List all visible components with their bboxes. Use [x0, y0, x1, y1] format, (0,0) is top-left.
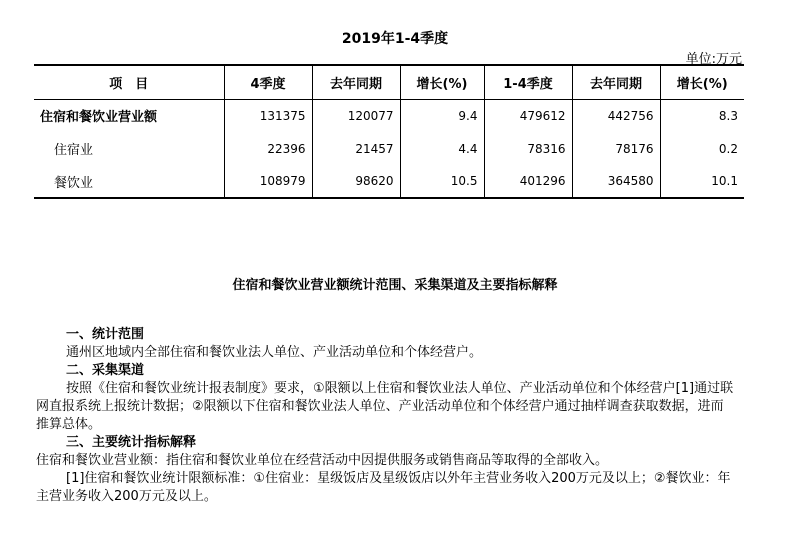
table-header-row	[34, 65, 744, 99]
section-heading-scope: 一、统计范围	[66, 327, 145, 342]
col-header-ytd: 1-4季度	[484, 65, 572, 99]
stats-table	[34, 64, 744, 199]
col-header-ytd-prev: 去年同期	[572, 65, 660, 99]
cell-q4-growth: 10.5	[400, 165, 484, 198]
row-item: 餐饮业	[34, 165, 224, 198]
section-text-scope: 通州区地域内全部住宿和餐饮业法人单位、产业活动单位和个体经营户。	[66, 345, 483, 360]
cell-q4: 131375	[224, 99, 312, 132]
cell-ytd: 479612	[484, 99, 572, 132]
cell-q4-prev: 21457	[312, 132, 400, 165]
cell-q4-prev: 120077	[312, 99, 400, 132]
col-header-q4-prev: 去年同期	[312, 65, 400, 99]
col-header-item: 项 目	[34, 65, 224, 99]
cell-ytd-prev: 78176	[572, 132, 660, 165]
cell-q4: 108979	[224, 165, 312, 198]
report-title: 2019年1-4季度	[341, 31, 449, 47]
notes-title: 住宿和餐饮业营业额统计范围、采集渠道及主要指标解释	[232, 278, 558, 293]
cell-ytd-growth: 0.2	[660, 132, 744, 165]
table-row	[34, 132, 744, 165]
notes-body	[36, 326, 736, 506]
unit-label: 单位:万元	[685, 52, 742, 67]
section-heading-channel: 二、采集渠道	[66, 363, 145, 378]
row-item: 住宿和餐饮业营业额	[40, 110, 158, 126]
cell-q4-growth: 9.4	[400, 99, 484, 132]
col-header-q4: 4季度	[224, 65, 312, 99]
table-row	[34, 99, 744, 132]
section-text-channel: 按照《住宿和餐饮业统计报表制度》要求，①限额以上住宿和餐饮业法人单位、产业活动单位和个体经营户[1]通过联网直报系统上报统计数据；②限额以下住宿和餐饮业法人单位、产业活动单位和个体经营户通过抽样调查获取数据，进而推算总体。	[36, 381, 734, 432]
cell-ytd-growth: 8.3	[660, 99, 744, 132]
col-header-q4-growth: 增长(%)	[400, 65, 484, 99]
cell-ytd-growth: 10.1	[660, 165, 744, 198]
cell-q4-prev: 98620	[312, 165, 400, 198]
section-text-definitions: 住宿和餐饮业营业额：指住宿和餐饮业单位在经营活动中因提供服务或销售商品等取得的全部收入。	[36, 453, 609, 468]
cell-ytd: 401296	[484, 165, 572, 198]
cell-q4: 22396	[224, 132, 312, 165]
table-row	[34, 165, 744, 198]
cell-q4-growth: 4.4	[400, 132, 484, 165]
col-header-ytd-growth: 增长(%)	[660, 65, 744, 99]
cell-ytd-prev: 364580	[572, 165, 660, 198]
cell-ytd: 78316	[484, 132, 572, 165]
footnote: [1]住宿和餐饮业统计限额标准：①住宿业：星级饭店及星级饭店以外年主营业务收入200万元及以上；②餐饮业：年主营业务收入200万元及以上。	[36, 471, 731, 504]
cell-ytd-prev: 442756	[572, 99, 660, 132]
row-item: 住宿业	[54, 143, 94, 158]
section-heading-definitions: 三、主要统计指标解释	[66, 435, 197, 450]
